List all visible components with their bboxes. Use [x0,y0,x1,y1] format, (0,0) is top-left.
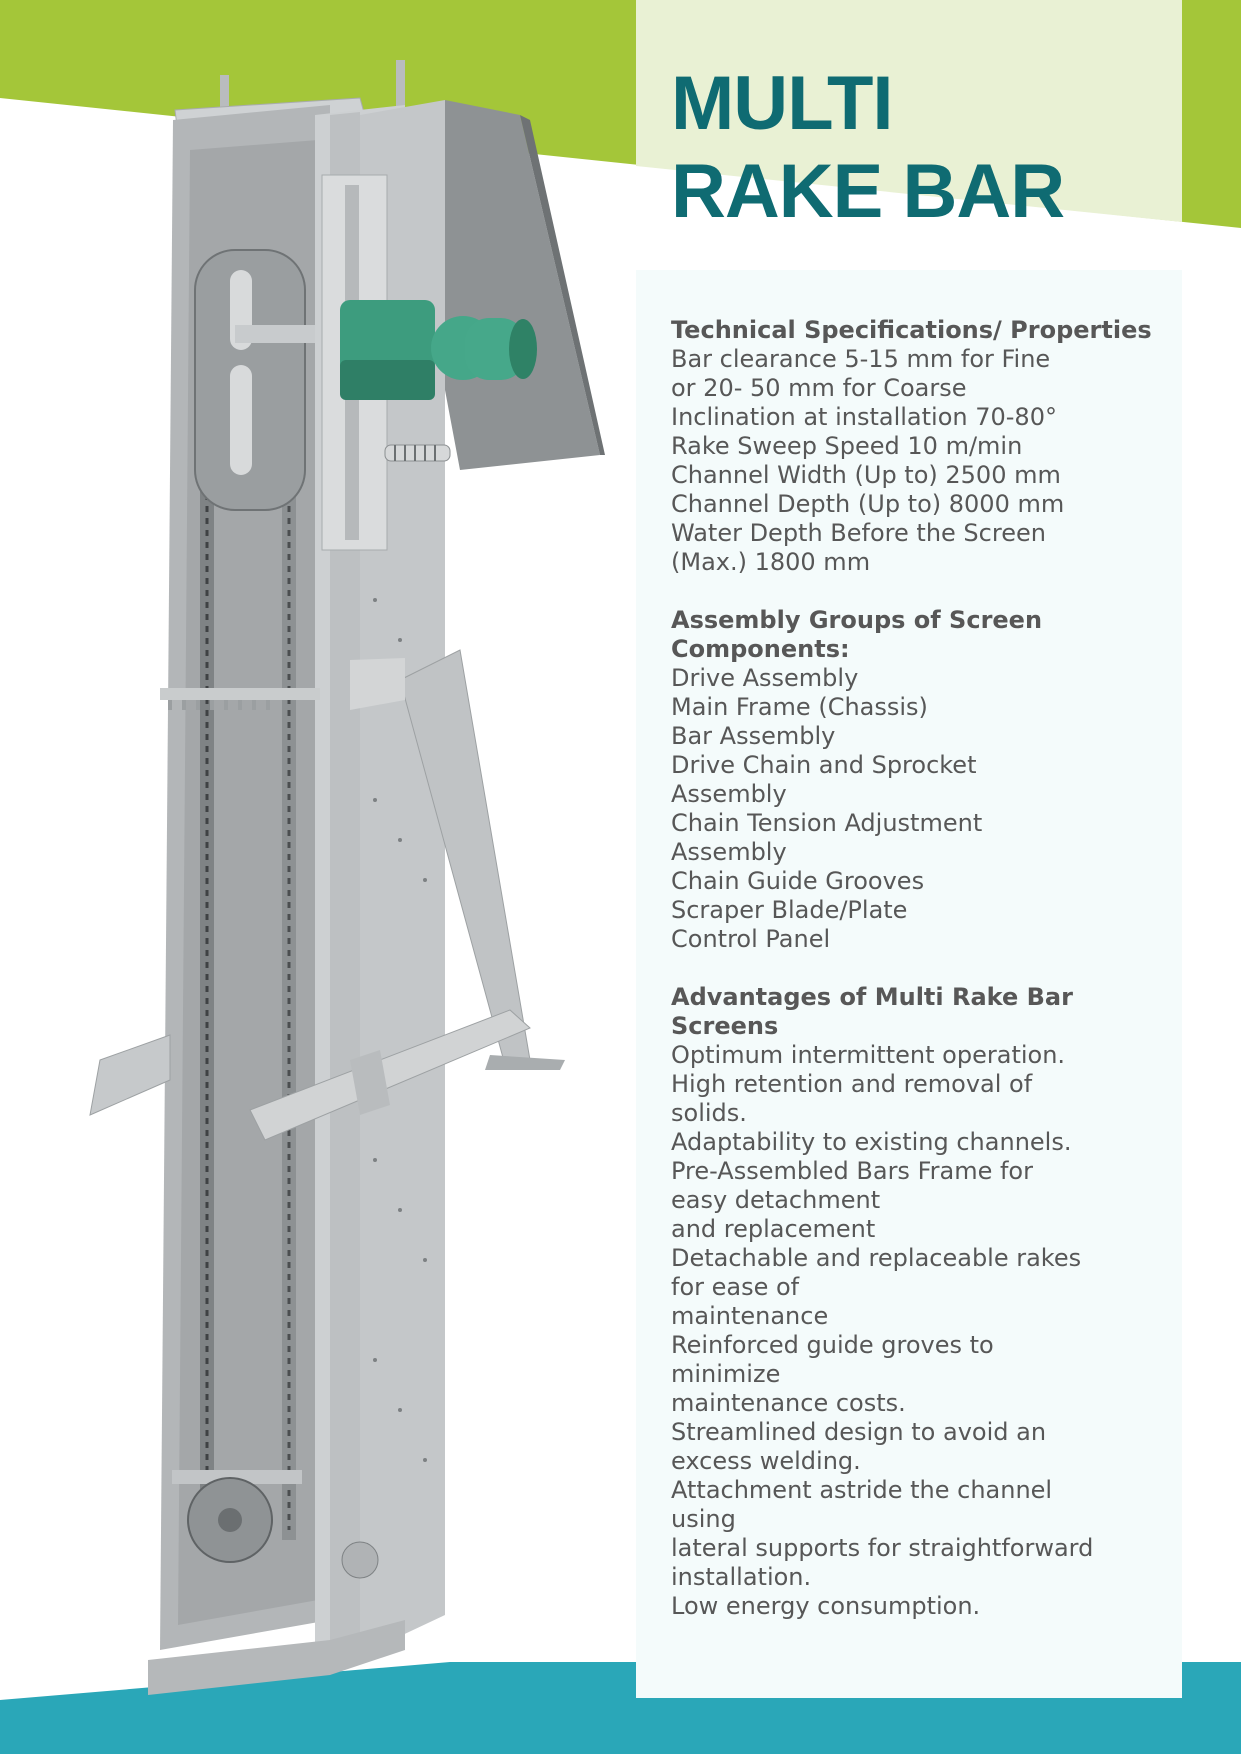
list-item: for ease of [671,1273,800,1301]
list-item: Pre-Assembled Bars Frame for [671,1157,1033,1185]
advantages-list [671,1041,1171,1621]
list-item: Bar Assembly [671,722,836,750]
list-item: easy detachment [671,1186,881,1214]
list-item: Assembly [671,838,787,866]
list-item: minimize [671,1360,781,1388]
bearing-housing [342,1542,378,1578]
discharge-hood [445,100,600,470]
list-item: installation. [671,1563,812,1591]
tech-specs-heading: Technical Specifications/ Properties [671,316,1152,344]
assembly-groups-section [671,606,1171,954]
list-item: Control Panel [671,925,831,953]
tech-specs-section [671,316,1171,577]
list-item: Bar clearance 5-15 mm for Fine [671,345,1051,373]
list-item: Water Depth Before the Screen [671,519,1046,547]
list-item: (Max.) 1800 mm [671,548,871,576]
list-item: Streamlined design to avoid an [671,1418,1047,1446]
multi-rake-bar-screen-illustration [60,60,620,1700]
list-item: Low energy consumption. [671,1592,981,1620]
list-item: lateral supports for straightforward [671,1534,1094,1562]
list-item: using [671,1505,736,1533]
list-item: Rake Sweep Speed 10 m/min [671,432,1023,460]
list-item: Detachable and replaceable rakes [671,1244,1082,1272]
list-item: Chain Guide Grooves [671,867,925,895]
list-item: Adaptability to existing channels. [671,1128,1072,1156]
assembly-groups-heading: Assembly Groups of Screen Components: [671,606,1043,663]
list-item: Channel Depth (Up to) 8000 mm [671,490,1065,518]
advantages-heading: Advantages of Multi Rake Bar Screens [671,983,1073,1040]
bottom-sprocket-hub [218,1508,242,1532]
list-item: excess welding. [671,1447,861,1475]
list-item: Assembly [671,780,787,808]
list-item: Channel Width (Up to) 2500 mm [671,461,1061,489]
rake-comb-upper [160,688,320,700]
list-item: Chain Tension Adjustment [671,809,983,837]
list-item: and replacement [671,1215,876,1243]
list-item: High retention and removal of [671,1070,1033,1098]
list-item: Scraper Blade/Plate [671,896,908,924]
list-item: Attachment astride the channel [671,1476,1053,1504]
motor-fan-cover [509,319,537,379]
list-item: maintenance [671,1302,829,1330]
list-item: Inclination at installation 70-80° [671,403,1057,431]
list-item: solids. [671,1099,747,1127]
list-item: or 20- 50 mm for Coarse [671,374,967,402]
gearbox-shade [340,360,435,400]
tech-specs-list [671,345,1171,577]
sprocket-slot-2 [230,365,252,475]
list-item: Reinforced guide groves to [671,1331,994,1359]
list-item: maintenance costs. [671,1389,906,1417]
spec-content [671,316,1171,1650]
list-item: Drive Assembly [671,664,859,692]
title-line-1: MULTI [671,61,893,146]
title-line-2: RAKE BAR [671,149,1065,234]
advantages-section [671,983,1171,1621]
assembly-groups-list [671,664,1171,954]
list-item: Main Frame (Chassis) [671,693,928,721]
list-item: Drive Chain and Sprocket [671,751,977,779]
page-title [671,60,1064,236]
lateral-support-left [90,1035,170,1115]
list-item: Optimum intermittent operation. [671,1041,1066,1069]
